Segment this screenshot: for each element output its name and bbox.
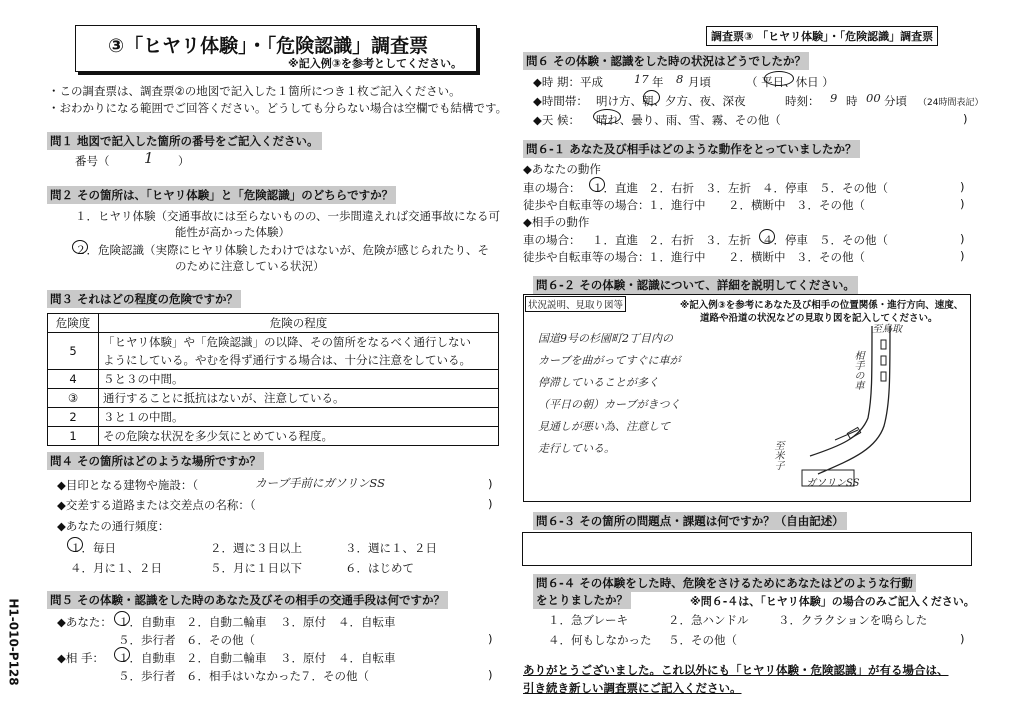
q4-freq-6[interactable]: ６．はじめて <box>345 561 414 575</box>
q2-option-1[interactable]: １．ヒヤリ体験（交通事故には至らないものの、一歩間違えれば交通事故になる可 <box>75 209 501 223</box>
q6-1-other-car-1[interactable]: １．直進 <box>592 233 638 247</box>
q6-2-hand-line-1: 国道9号の杉園町2丁目内の <box>538 332 673 345</box>
q4-label: 問４ その箇所はどのような場所ですか？ <box>47 452 264 470</box>
q1-close: ） <box>178 154 190 168</box>
q6-day-selected-circle <box>764 71 794 86</box>
q4-road-label: ◆交差する道路または交差点の名称：（ <box>57 498 256 512</box>
risk-desc-5b: ようにしている。やむを得ず通行する場合は、十分に注意をしている。 <box>99 351 499 370</box>
q6-1-you-car-close: ) <box>960 180 965 194</box>
risk-table <box>47 313 499 446</box>
q6-4-opt-4[interactable]: ４．何もしなかった <box>548 633 652 647</box>
q5-other-1[interactable]: １．自動車 <box>118 651 176 665</box>
q5-you-5[interactable]: ５．歩行者 <box>118 633 176 647</box>
q6-label: 問６ その体験・認識をした時の状況はどうでしたか？ <box>523 52 809 70</box>
q5-label: 問５ その体験・認識をした時のあなた及びその相手の交通手段は何ですか？ <box>47 591 448 609</box>
q6-clock-note: （24時間表記） <box>918 98 984 108</box>
sketch-label-bottom: 至米子 <box>772 440 783 470</box>
q6-2-hand-line-3: 停滞していることが多く <box>538 376 659 389</box>
road-sketch <box>760 318 965 498</box>
q6-1-other-walk-3[interactable]: ３．その他（ <box>796 250 865 264</box>
q4-road-close: ) <box>488 497 493 511</box>
q4-freq-5[interactable]: ５．月に１日以下 <box>210 561 302 575</box>
q5-other-selected-circle <box>114 647 130 662</box>
q6-month-unit: 月頃 <box>688 75 711 89</box>
q5-you-close: ) <box>488 632 493 646</box>
q6-4-close: ) <box>960 632 965 646</box>
risk-level-5[interactable]: 5 <box>48 333 99 370</box>
q6-hour-unit: 時 <box>846 94 858 108</box>
q4-freq-1[interactable]: １．毎日 <box>70 541 116 555</box>
q6-1-other-walk-label: 徒歩や自転車等の場合： <box>523 250 650 264</box>
q4-landmark-close: ) <box>488 477 493 491</box>
q5-other-3[interactable]: ３．原付 <box>280 651 326 665</box>
risk-head-level: 危険度 <box>48 314 99 333</box>
q5-other-5[interactable]: ５．歩行者 <box>118 669 176 683</box>
q6-1-other-car-5[interactable]: ５．その他（ <box>819 233 888 247</box>
q6-1-other-car-3[interactable]: ３．左折 <box>705 233 751 247</box>
q5-other-2[interactable]: ２．自動二輪車 <box>186 651 267 665</box>
q3-label: 問３ それはどの程度の危険ですか？ <box>47 290 241 308</box>
q6-4-label-b: をとりましたか？ <box>533 591 631 609</box>
q6-1-you-head: ◆あなたの動作 <box>523 162 601 176</box>
side-code: H1-010-P128 <box>6 598 21 686</box>
q5-other-6[interactable]: ６．相手はいなかった <box>186 669 301 683</box>
q6-1-other-car-4[interactable]: ４．停車 <box>762 233 808 247</box>
sketch-label-side: 相手の車 <box>852 350 863 390</box>
q6-1-other-head: ◆相手の動作 <box>523 215 590 229</box>
risk-level-3-selected[interactable]: ③ <box>48 389 99 408</box>
q6-1-you-walk-label: 徒歩や自転車等の場合： <box>523 198 650 212</box>
q6-2-hand-line-5: 見通しが悪い為、注意して <box>538 420 670 433</box>
closing-line-1: ありがとうございました。これ以外にも「ヒヤリ体験・危険認識」が有る場合は、 <box>523 663 949 677</box>
page-subtitle: ※記入例③を参考としてください。 <box>288 57 463 70</box>
q5-you-1[interactable]: １．自動車 <box>118 615 176 629</box>
q5-you-label: ◆あなた： <box>57 615 112 629</box>
q6-1-you-car-2[interactable]: ２．右折 <box>648 181 694 195</box>
header-right-label: 調査票③ 「ヒヤリ体験」・「危険認識」調査票 <box>706 26 938 46</box>
q5-other-close: ) <box>488 668 493 682</box>
q6-period-label: ◆時間帯： <box>533 94 588 108</box>
sketch-label-top: 至鳥取 <box>872 324 902 335</box>
q6-weather-selected-circle <box>593 109 621 124</box>
q6-4-label-a: 問６-４ その体験をした時、危険をさけるためにあなたはどのような行動 <box>533 574 916 592</box>
q6-4-opt-1[interactable]: １．急ブレーキ <box>548 613 629 627</box>
q6-1-other-car-2[interactable]: ２．右折 <box>648 233 694 247</box>
q6-weather-close: ) <box>963 112 968 126</box>
q6-1-other-car-close: ) <box>960 232 965 246</box>
q4-freq-2[interactable]: ２．週に３日以上 <box>210 541 302 555</box>
q6-month-value[interactable]: 8 <box>676 72 684 86</box>
q6-year-unit: 年 <box>652 75 664 89</box>
q6-4-opt-5[interactable]: ５．その他（ <box>668 633 737 647</box>
q6-day-type[interactable]: （ 平日、休日 ） <box>746 75 834 89</box>
q6-1-other-walk-2[interactable]: ２．横断中 <box>728 250 786 264</box>
q6-2-note-a: ※記入例③を参考にあなた及び相手の位置関係・進行方向、速度、 <box>680 300 964 311</box>
q6-1-other-walk-close: ) <box>960 249 965 263</box>
q6-2-hand-line-2: カーブを曲がってすぐに車が <box>538 354 681 367</box>
q1-field-label: 番号（ <box>75 154 110 168</box>
q6-1-you-car-5[interactable]: ５．その他（ <box>819 181 888 195</box>
q5-other-4[interactable]: ４．自転車 <box>338 651 396 665</box>
q4-freq-3[interactable]: ３．週に１、２日 <box>345 541 437 555</box>
sketch-label-station: ガソリンSS <box>806 478 860 489</box>
page-title: ③「ヒヤリ体験」・「危険認識」調査票 <box>108 35 429 57</box>
risk-desc-5a: 「ヒヤリ体験」や「危険認識」の以降、その箇所をなるべく通行しない <box>99 333 499 352</box>
q6-2-hand-line-6: 走行している。 <box>538 442 615 455</box>
q6-weather-options[interactable]: 晴れ、曇り、雨、雪、霧、その他（ <box>596 113 781 127</box>
q5-you-4[interactable]: ４．自転車 <box>338 615 396 629</box>
q6-1-you-car-label: 車の場合： <box>523 181 581 195</box>
q5-other-label: ◆相 手： <box>57 651 104 665</box>
risk-desc-3: 通行することに抵抗はないが、注意している。 <box>99 389 499 408</box>
q6-2-note-b: 道路や沿道の状況などの見取り図を記入してください。 <box>700 313 938 324</box>
q6-year-value[interactable]: 17 <box>634 72 649 86</box>
q6-clock-label: 時刻： <box>785 94 820 108</box>
intro-line-1: ・この調査票は、調査票②の地図で記入した１箇所につき１枚ご記入ください。 <box>48 84 461 98</box>
q6-3-label: 問６-３ その箇所の問題点・課題は何ですか？（自由記述） <box>533 512 847 530</box>
q6-1-other-walk-1[interactable]: １．進行中 <box>648 250 706 264</box>
q6-2-label: 問６-２ その体験・認識について、詳細を説明してください。 <box>533 276 858 294</box>
q6-1-label: 問６-１ あなた及び相手はどのような動作をとっていましたか？ <box>523 140 860 158</box>
q4-freq-selected-circle <box>67 537 83 552</box>
q6-hour-value[interactable]: 9 <box>830 91 838 105</box>
q1-number-value[interactable]: 1 <box>144 149 154 167</box>
risk-desc-4: ５と３の中間。 <box>99 370 499 389</box>
q6-period-selected-circle <box>643 90 660 105</box>
q6-1-other-car-label: 車の場合： <box>523 233 581 247</box>
q6-4-opt-2[interactable]: ２．急ハンドル <box>668 613 749 627</box>
risk-level-1[interactable]: 1 <box>48 427 99 446</box>
q4-landmark-value[interactable]: カーブ手前にガソリンSS <box>255 476 385 490</box>
q6-minute-unit: 分頃 <box>884 94 907 108</box>
intro-line-2: ・おわかりになる範囲でご回答ください。どうしても分らない場合は空欄でも結構です。 <box>48 101 508 115</box>
q5-you-3[interactable]: ３．原付 <box>280 615 326 629</box>
q6-period-options[interactable]: 明け方、朝、夕方、夜、深夜 <box>596 94 746 108</box>
q6-1-you-car-selected-circle <box>589 177 605 192</box>
q6-weather-label: ◆天 候： <box>533 113 580 127</box>
q6-3-answer-box[interactable] <box>522 532 972 566</box>
risk-level-2[interactable]: 2 <box>48 408 99 427</box>
q2-option-2-cont: のために注意している状況） <box>175 259 325 273</box>
q6-time-label: ◆時 期：平成 <box>533 75 603 89</box>
q6-1-you-car-4[interactable]: ４．停車 <box>762 181 808 195</box>
risk-level-4[interactable]: 4 <box>48 370 99 389</box>
q6-4-note: ※問６-４は、「ヒヤリ体験」の場合のみご記入ください。 <box>690 595 975 608</box>
q5-other-7[interactable]: ７．その他（ <box>300 669 369 683</box>
q5-you-6[interactable]: ６．その他（ <box>186 633 255 647</box>
q6-1-you-walk-2[interactable]: ２．横断中 <box>728 198 786 212</box>
q1-label: 問１ 地図で記入した箇所の番号をご記入ください。 <box>47 132 322 150</box>
q4-freq-4[interactable]: ４．月に１、２日 <box>70 561 162 575</box>
q6-1-you-car-3[interactable]: ３．左折 <box>705 181 751 195</box>
q5-you-2[interactable]: ２．自動二輪車 <box>186 615 267 629</box>
q2-label: 問２ その箇所は、「ヒヤリ体験」と「危険認識」のどちらですか？ <box>47 186 396 204</box>
q5-you-selected-circle <box>114 611 130 626</box>
q2-option-2[interactable]: ２．危険認識（実際にヒヤリ体験したわけではないが、危険が感じられたり、そ <box>75 243 489 257</box>
q6-2-hand-line-4: （平日の朝）カーブがきつく <box>538 398 681 411</box>
q6-1-you-walk-close: ) <box>960 197 965 211</box>
q6-minute-value[interactable]: 00 <box>866 91 881 105</box>
q2-option-1-cont: 能性が高かった体験） <box>175 225 290 239</box>
q6-1-you-walk-1[interactable]: １．進行中 <box>648 198 706 212</box>
q4-landmark-label: ◆目印となる建物や施設：（ <box>57 478 199 492</box>
q4-freq-label: ◆あなたの通行頻度： <box>57 519 170 533</box>
q6-2-box-label: 状況説明、見取り図等 <box>525 296 626 312</box>
q6-1-you-car-1[interactable]: １．直進 <box>592 181 638 195</box>
q6-1-you-walk-3[interactable]: ３．その他（ <box>796 198 865 212</box>
risk-head-desc: 危険の程度 <box>99 314 499 333</box>
q6-4-opt-3[interactable]: ３．クラクションを鳴らした <box>778 613 928 627</box>
risk-desc-1: その危険な状況を多少気にとめている程度。 <box>99 427 499 446</box>
risk-desc-2: ３と１の中間。 <box>99 408 499 427</box>
closing-line-2: 引き続き新しい調査票にご記入ください。 <box>523 681 742 695</box>
